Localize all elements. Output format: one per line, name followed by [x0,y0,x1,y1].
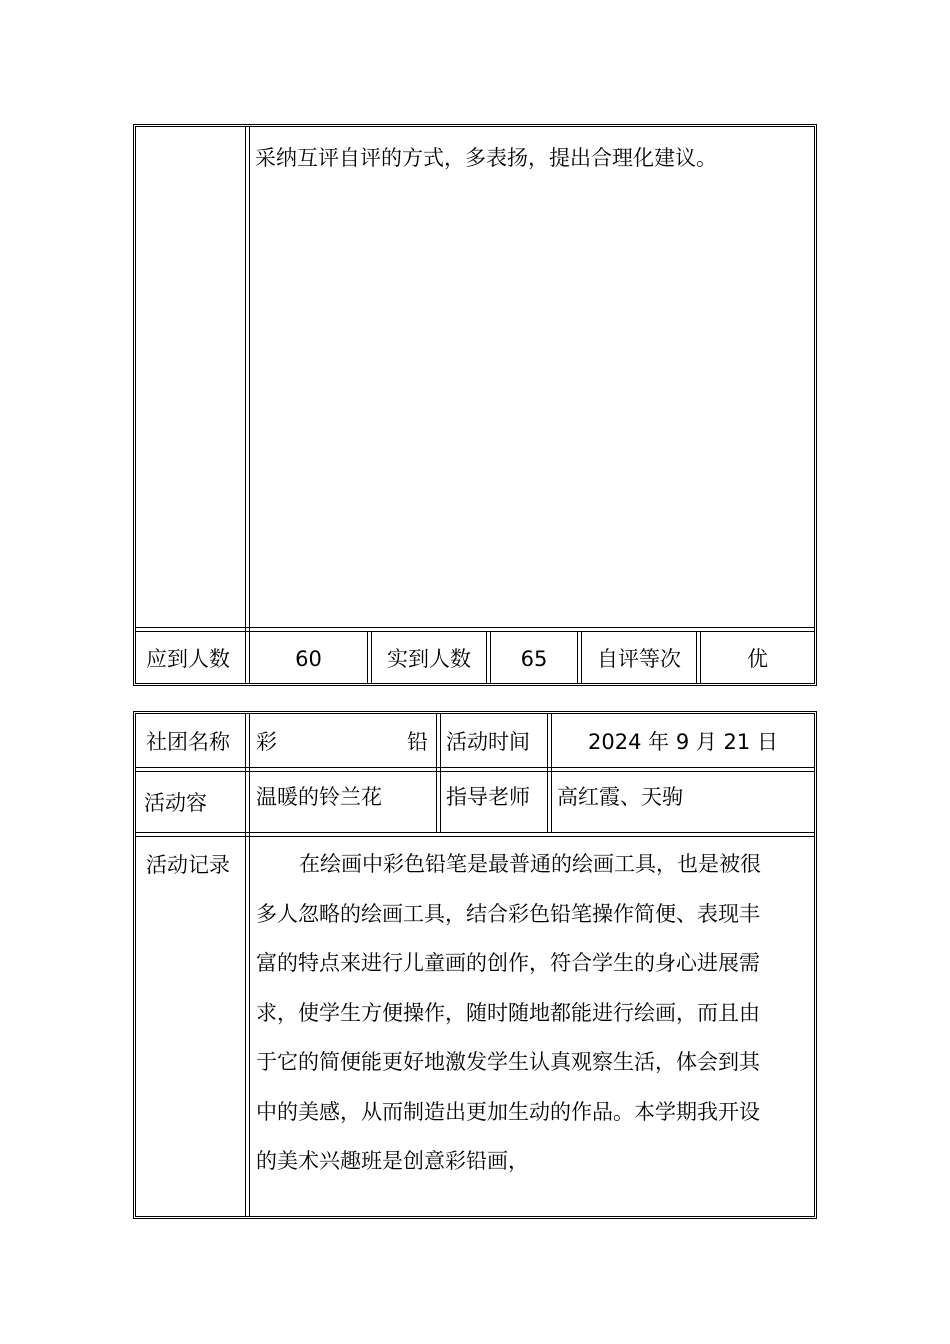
activity-record-text [256,840,796,1187]
activity-time-value: 2024 年 9 月 21 日 [588,730,778,754]
record-line: 富的特点来进行儿童画的创作，符合学生的身心进展需 [256,951,760,975]
self-grade-label: 自评等次 [597,647,681,671]
actual-count-value: 65 [520,647,548,671]
expected-count-label: 应到人数 [146,647,230,671]
expected-count-value: 60 [295,647,322,671]
club-name-value-right: 铅 [407,730,428,754]
record-line: 于它的简便能更好地激发学生认真观察生活，体会到其 [256,1050,760,1074]
column-divider [245,714,250,1216]
column-divider [245,127,250,683]
teacher-label: 指导老师 [446,785,530,809]
club-name-label: 社团名称 [146,730,230,754]
record-line: 求，使学生方便操作，随时随地都能进行绘画，而且由 [256,1000,760,1025]
evaluation-comment: 采纳互评自评的方式，多表扬，提出合理化建议。 [255,146,717,170]
row-divider [136,832,814,837]
activity-record-label: 活动记录 [146,853,230,877]
record-line: 多人忽略的绘画工具，结合彩色铅笔操作简便、表现丰 [256,901,760,926]
row-divider [136,627,814,632]
column-divider [436,714,441,832]
record-line: 的美术兴趣班是创意彩铅画， [256,1149,529,1173]
club-activity-table [133,711,817,1219]
self-grade-value: 优 [747,647,768,671]
evaluation-table [133,124,817,686]
row-divider [136,767,814,772]
actual-count-label: 实到人数 [387,647,471,671]
teacher-value: 高红霞、天驹 [557,785,683,809]
activity-content-value: 温暖的铃兰花 [256,785,382,809]
activity-time-label: 活动时间 [446,730,530,754]
record-line: 在绘画中彩色铅笔是最普通的绘画工具，也是被很 [299,852,761,876]
club-name-value-left: 彩 [256,730,277,754]
activity-content-label: 活动容 [144,791,207,815]
record-line: 中的美感，从而制造出更加生动的作品。本学期我开设 [256,1099,760,1124]
